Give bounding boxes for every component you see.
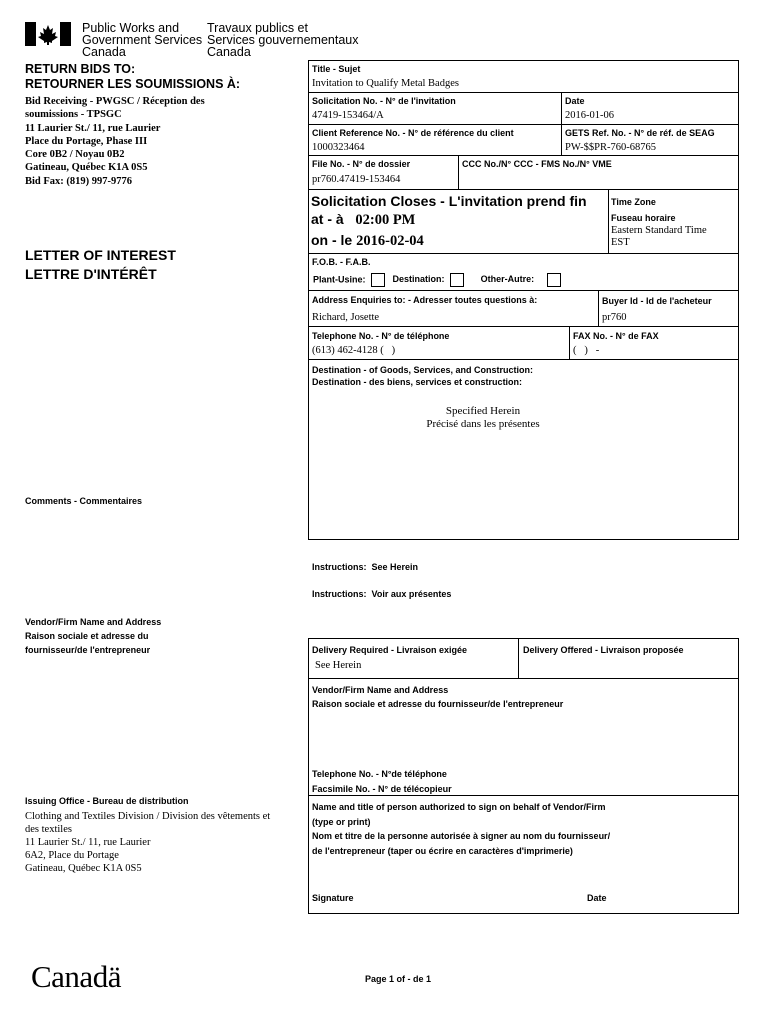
file-number-label: File No. - N° de dossier	[312, 159, 411, 169]
issuing-office-label: Issuing Office - Bureau de distribution	[25, 796, 189, 806]
department-name-fr: Travaux publics et Services gouvernementaux Canada	[207, 21, 359, 59]
buyer-id-label: Buyer Id - Id de l'acheteur	[602, 296, 712, 306]
vendor-firm-name-field[interactable]	[312, 712, 732, 762]
authorized-signer-label: Name and title of person authorized to sign on behalf of Vendor/Firm (type or print) Nom et titre de la personne autorisée à signer au nom du fournisseur/ de l'entrepreneur (taper ou écrire en caractères d'imprimerie)	[312, 802, 611, 856]
delivery-offered-label: Delivery Offered - Livraison proposée	[523, 645, 684, 655]
department-name-en: Public Works and Government Services Canada	[82, 21, 203, 59]
gets-reference-value: PW-$$PR-760-68765	[565, 142, 657, 153]
date-label: Date	[565, 96, 585, 106]
canada-wordmark: Canadä	[31, 959, 121, 994]
instructions-en: Instructions: See Herein	[312, 562, 419, 572]
instructions-fr: Instructions: Voir aux présentes	[312, 589, 452, 599]
closing-time: at - à 02:00 PM	[311, 211, 416, 228]
canada-flag-icon	[25, 22, 71, 46]
time-zone-value: Eastern Standard Time EST	[611, 225, 707, 248]
return-bids-address: Bid Receiving - PWGSC / Réception des soumissions - TPSGC 11 Laurier St./ 11, rue Laurier Place du Portage, Phase III Core 0B2 / Noyau 0B2 Gatineau, Québec K1A 0S5 Bid Fax: (819) 997-9776	[25, 96, 205, 187]
solicitation-number-value: 47419-153464/A	[312, 110, 384, 121]
fob-options: Plant-Usine: Destination: Other-Autre:	[313, 273, 561, 287]
date-value: 2016-01-06	[565, 110, 614, 121]
destination-checkbox[interactable]	[450, 273, 464, 287]
fax-label: FAX No. - N° de FAX	[573, 331, 659, 341]
signature-date-label: Date	[587, 893, 607, 903]
plant-checkbox[interactable]	[371, 273, 385, 287]
buyer-id-value: pr760	[602, 312, 627, 323]
destination-value: Specified Herein Précisé dans les présentes	[426, 405, 540, 430]
telephone-label: Telephone No. - N° de téléphone	[312, 331, 450, 341]
fax-value: ( ) -	[573, 345, 600, 356]
issuing-office-address: Clothing and Textiles Division / Division des vêtements et des textiles 11 Laurier St./ 11, rue Laurier 6A2, Place du Portage Gatineau, Québec K1A 0S5	[25, 811, 271, 874]
title-value: Invitation to Qualify Metal Badges	[312, 78, 459, 89]
client-reference-value: 1000323464	[312, 142, 365, 153]
authorized-signer-field[interactable]	[312, 860, 732, 888]
comments-label: Comments - Commentaires	[25, 496, 143, 506]
telephone-value: (613) 462-4128 ( )	[312, 345, 396, 356]
fob-label: F.O.B. - F.A.B.	[312, 257, 371, 267]
client-reference-label: Client Reference No. - N° de référence du client	[312, 128, 514, 138]
title-label: Title - Sujet	[312, 64, 361, 74]
ccc-number-label: CCC No./N° CCC - FMS No./N° VME	[462, 159, 612, 169]
destination-label: Destination - of Goods, Services, and Construction: Destination - des biens, services et construction:	[312, 365, 534, 387]
closing-date: on - le 2016-02-04	[311, 232, 424, 249]
address-enquiries-value: Richard, Josette	[312, 312, 380, 323]
address-enquiries-label: Address Enquiries to: - Adresser toutes questions à:	[312, 295, 538, 305]
vendor-telephone-label: Telephone No. - N°de téléphone Facsimile No. - N° de télécopieur	[312, 769, 452, 794]
delivery-required-value: See Herein	[315, 660, 362, 671]
return-bids-heading: RETURN BIDS TO: RETOURNER LES SOUMISSIONS À:	[25, 62, 241, 91]
gets-reference-label: GETS Ref. No. - N° de réf. de SEAG	[565, 128, 715, 138]
file-number-value: pr760.47419-153464	[312, 174, 401, 185]
solicitation-number-label: Solicitation No. - N° de l'invitation	[312, 96, 456, 106]
other-checkbox[interactable]	[547, 273, 561, 287]
document-type-heading: LETTER OF INTEREST LETTRE D'INTÉRÊT	[25, 247, 176, 282]
vendor-firm-label: Vendor/Firm Name and Address Raison sociale et adresse du fournisseur/de l'entrepreneur	[25, 617, 162, 655]
vendor-firm-name-label: Vendor/Firm Name and Address Raison sociale et adresse du fournisseur/de l'entrepreneur	[312, 685, 564, 709]
page-number: Page 1 of - de 1	[365, 974, 432, 984]
delivery-required-label: Delivery Required - Livraison exigée	[312, 645, 468, 655]
signature-label: Signature	[312, 893, 354, 903]
time-zone-label: Time Zone Fuseau horaire	[611, 197, 676, 223]
solicitation-closes-heading: Solicitation Closes - L'invitation prend fin	[311, 193, 587, 209]
